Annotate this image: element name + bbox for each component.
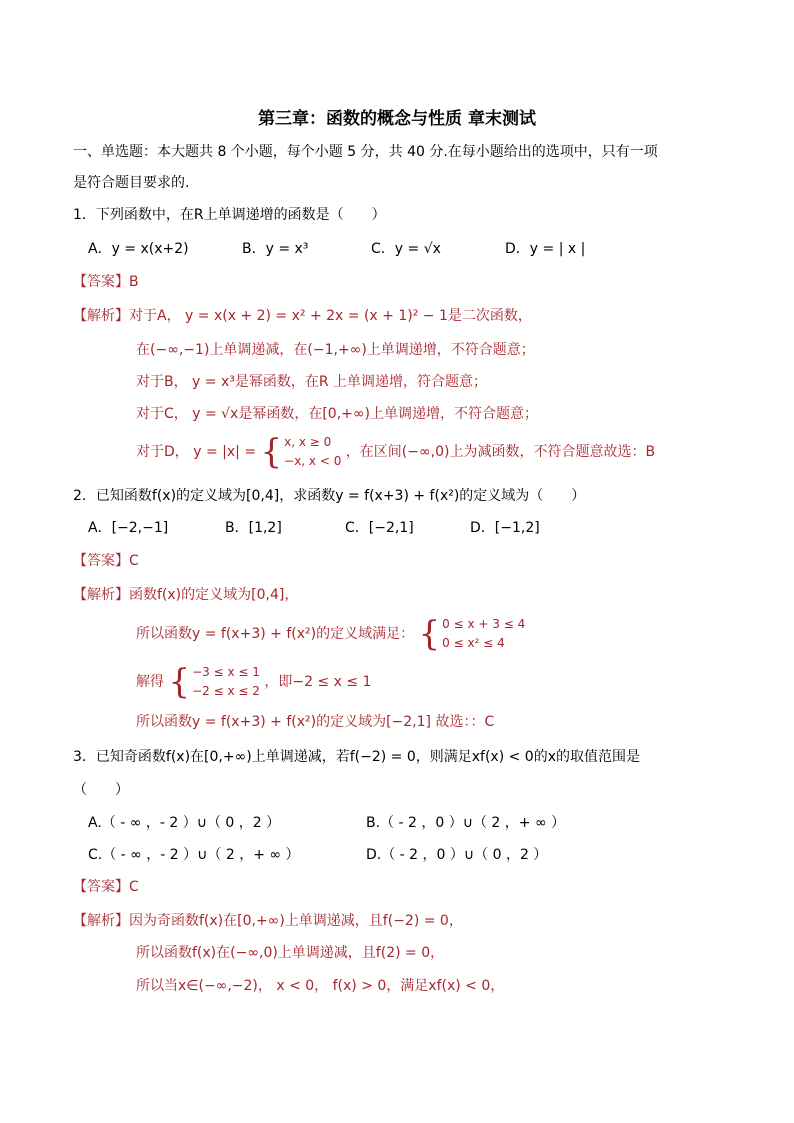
- brace-symbol: {: [260, 432, 283, 472]
- analysis-text: 因为奇函数f(x)在[0,+∞)上单调递减，且f(−2) = 0，: [129, 913, 463, 929]
- analysis-tag: 【解析】: [73, 587, 129, 603]
- q2-stem: 2．已知函数f(x)的定义域为[0,4]，求函数y = f(x+3) + f(x²)的定义域为（ ）: [73, 488, 586, 504]
- q3-stem: 3．已知奇函数f(x)在[0,+∞)上单调递减，若f(−2) = 0，则满足xf(x) < 0的x的取值范围是: [73, 749, 640, 765]
- q2-analysis-1: [73, 585, 298, 605]
- q2-answer: [73, 551, 139, 571]
- analysis-text: ，即−2 ≤ x ≤ 1: [264, 674, 372, 690]
- page-title: 第三章：函数的概念与性质 章末测试: [258, 109, 536, 129]
- case-2: −2 ≤ x ≤ 2: [192, 684, 260, 698]
- q3-analysis-3: 所以当x∈(−∞,−2)， x < 0， f(x) > 0，满足xf(x) < 0，: [136, 978, 505, 994]
- brace-symbol: {: [418, 614, 441, 654]
- analysis-text: 所以函数y = f(x+3) + f(x²)的定义域满足：: [136, 626, 415, 642]
- analysis-choice: B: [645, 444, 656, 460]
- answer-value: B: [129, 274, 139, 290]
- q2-analysis-4: [136, 712, 494, 732]
- q2-option-b: B．[1,2]: [225, 520, 282, 536]
- section-heading-line2: 是符合题目要求的.: [73, 175, 190, 191]
- q3-option-d: D.（ - 2 ，0 ）∪（ 0 ，2 ）: [366, 847, 548, 863]
- answer-tag: 【答案】: [73, 879, 129, 895]
- case-1: 0 ≤ x + 3 ≤ 4: [442, 617, 526, 631]
- piecewise-cases: [284, 433, 341, 471]
- q1-answer: [73, 272, 139, 292]
- case-2: 0 ≤ x² ≤ 4: [442, 636, 505, 650]
- piecewise-cases: [442, 615, 525, 653]
- analysis-text: 函数f(x)的定义域为[0,4]，: [129, 587, 299, 603]
- analysis-text: 对于A， y = x(x + 2) = x² + 2x = (x + 1)² − 1是二次函数，: [129, 308, 532, 324]
- q1-stem: 1．下列函数中，在R上单调递增的函数是（ ）: [73, 207, 386, 223]
- q1-analysis-5: [136, 433, 655, 471]
- answer-tag: 【答案】: [73, 553, 129, 569]
- q1-analysis-4: 对于C， y = √x是幂函数，在[0,+∞)上单调递增，不符合题意；: [136, 406, 539, 422]
- q3-stem-2: （ ）: [73, 782, 129, 798]
- q3-analysis-1: [73, 911, 463, 931]
- q1-option-b: B．y = x³: [242, 241, 309, 257]
- analysis-choice: C: [484, 714, 495, 730]
- q1-option-a: A．y = x(x+2): [88, 241, 189, 257]
- q3-analysis-2: 所以函数f(x)在(−∞,0)上单调递减，且f(2) = 0，: [136, 945, 445, 961]
- q1-option-d: D．y = | x |: [505, 241, 586, 257]
- q2-analysis-3: [136, 663, 371, 701]
- case-1: x, x ≥ 0: [284, 435, 332, 449]
- analysis-text: ，在区间(−∞,0)上为减函数，不符合题意故选：: [345, 444, 646, 460]
- section-heading-line1: 一、单选题：本大题共 8 个小题，每个小题 5 分，共 40 分.在每小题给出的选项中，只有一项: [73, 144, 658, 160]
- q3-option-b: B.（ - 2 ，0 ）∪（ 2 ，+ ∞ ）: [366, 815, 566, 831]
- brace-symbol: {: [168, 662, 191, 702]
- answer-tag: 【答案】: [73, 274, 129, 290]
- piecewise-cases: [192, 663, 260, 701]
- q3-option-c: C.（ - ∞ ，- 2 ）∪（ 2 ，+ ∞ ）: [88, 847, 300, 863]
- q3-option-a: A.（ - ∞ ，- 2 ）∪（ 0 ，2 ）: [88, 815, 281, 831]
- answer-value: C: [129, 879, 139, 895]
- q2-option-c: C．[−2,1]: [345, 520, 414, 536]
- analysis-text: 对于D， y = |x| =: [136, 444, 257, 460]
- q1-analysis-1: [73, 306, 532, 326]
- case-1: −3 ≤ x ≤ 1: [192, 665, 260, 679]
- q2-option-d: D．[−1,2]: [470, 520, 540, 536]
- analysis-text: 解得: [136, 674, 164, 690]
- analysis-text: 所以函数y = f(x+3) + f(x²)的定义域为[−2,1] 故选：：: [136, 714, 485, 730]
- q3-answer: [73, 877, 139, 897]
- q1-analysis-3: 对于B， y = x³是幂函数，在R 上单调递增，符合题意；: [136, 374, 488, 390]
- q1-analysis-2: 在(−∞,−1)上单调递减，在(−1,+∞)上单调递增，不符合题意；: [136, 342, 535, 358]
- q2-option-a: A．[−2,−1]: [88, 520, 169, 536]
- q1-option-c: C．y = √x: [371, 241, 441, 257]
- q2-analysis-2: [136, 615, 525, 653]
- case-2: −x, x < 0: [284, 454, 342, 468]
- analysis-tag: 【解析】: [73, 913, 129, 929]
- answer-value: C: [129, 553, 139, 569]
- analysis-tag: 【解析】: [73, 308, 129, 324]
